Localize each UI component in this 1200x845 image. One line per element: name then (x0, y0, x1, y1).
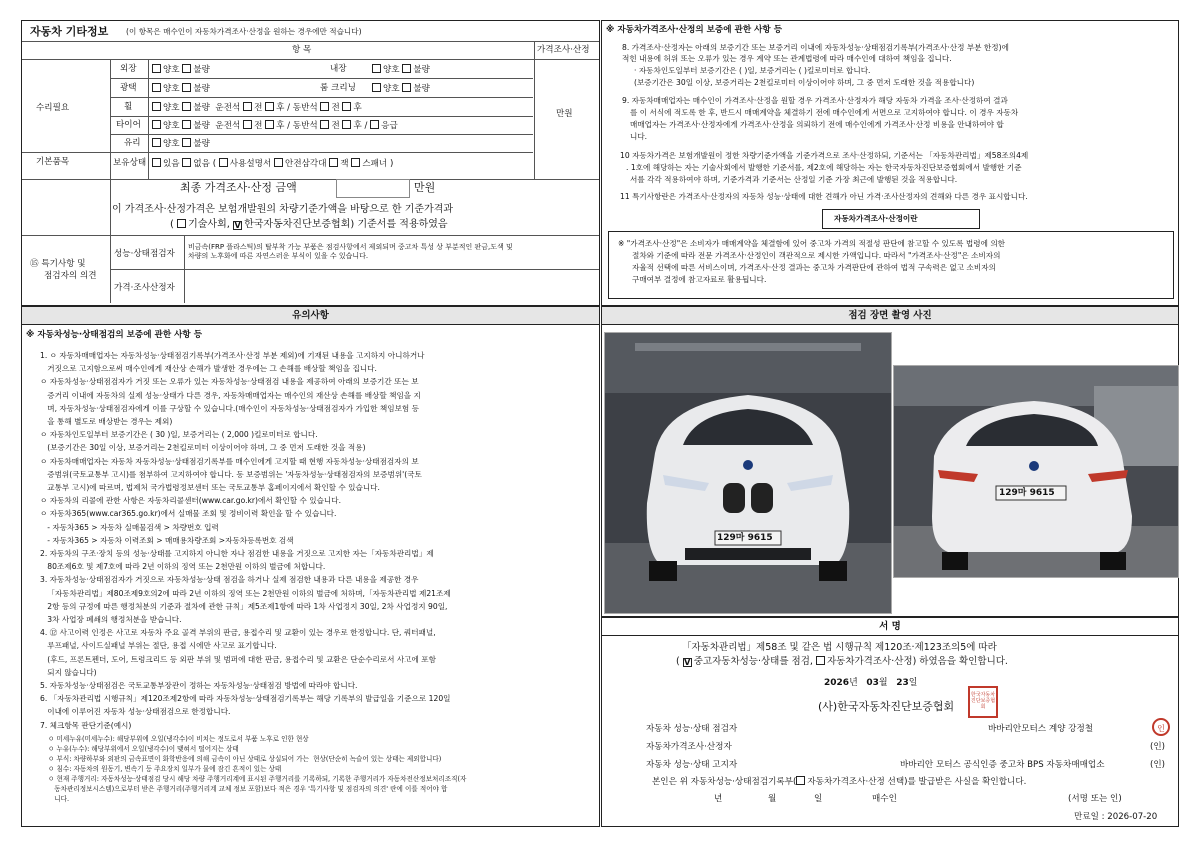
notes-panel (21, 306, 600, 827)
gloss-bad-checkbox[interactable] (182, 83, 191, 92)
notes-title: ※ 자동차성능·상태점검의 보증에 관한 사항 등 (26, 330, 203, 340)
definition-line-4: 구매여부 결정에 참고자료로 활용됩니다. (632, 275, 767, 284)
room-good-checkbox[interactable] (372, 83, 381, 92)
gloss-options: 양호 불량 (152, 83, 210, 95)
front-car-illustration (605, 333, 891, 613)
misc-subtitle: (이 항목은 매수인이 자동차가격조사·산정을 원하는 경우에만 적습니다) (126, 27, 362, 36)
rear-plate-text: 129마 9615 (999, 488, 1055, 498)
interior-options: 양호 불량 (372, 64, 430, 76)
final-price-input[interactable] (336, 179, 410, 198)
interior-good-checkbox[interactable] (372, 64, 381, 73)
org-name: (사)한국자동차진단보증협회 (818, 700, 955, 713)
row-gloss-label: 광택 (120, 83, 137, 93)
perf-note-1: 비금속(FRP 플라스틱)의 탈부착 가능 부품은 점검사항에서 제외되며 중고차 특성 상 부분적인 판금,도색 및 (188, 243, 513, 251)
rear-car-photo (893, 365, 1179, 578)
notes-line: 4. ⑫ 사고이력 인정은 사고로 자동차 주요 골격 부위의 판금, 용접수리 및 교환이 있는 경우로 한정합니다. 단, 쿼터패널, (40, 628, 436, 638)
association-stamp: 한국자동차진단보증협회 (968, 686, 998, 718)
confirm-price-checkbox[interactable] (816, 656, 825, 665)
row-glass-label: 유리 (124, 138, 141, 148)
receipt-price-checkbox[interactable] (796, 776, 805, 785)
special-label-2: 점검자의 의견 (44, 271, 97, 281)
row-interior-label: 내장 (330, 64, 347, 74)
guarantee-p10-2: . 1호에 해당하는 자는 기술사회에서 발행한 기준서를, 제2호에 해당하는 자는 한국자동차진단보증협회에서 발행한 기준 (626, 163, 1022, 172)
special-label-1: ⑮ 특기사항 및 (30, 259, 86, 269)
exterior-good-checkbox[interactable] (152, 64, 161, 73)
row-items-label: 보유상태 (113, 158, 147, 168)
tire-driver-rear-checkbox[interactable] (265, 120, 274, 129)
notes-line: 3차 사업장 폐쇄의 행정처분을 받습니다. (40, 615, 182, 624)
basis-tech-checkbox[interactable] (177, 219, 186, 228)
tire-emergency-checkbox[interactable] (370, 120, 379, 129)
guarantee-p9-1: 9. 자동차매매업자는 매수인이 가격조사·산정을 원할 경우 가격조사·산정자가 해당 자동차 가격을 조사·산정하여 결과 (622, 96, 1008, 105)
tire-bad-checkbox[interactable] (182, 120, 191, 129)
notes-small-line: 동차관리정보시스템)으로부터 받은 주행거리(주행거리계 교체 정보 포함)보다 적은 경우 '특기사항 및 점검자의 의견' 란에 이를 적어야 합 (48, 784, 448, 793)
notes-small-line: ㅇ 침수: 자동차의 원동기, 변속기 등 주요장치 일부가 물에 잠긴 흔적이 있는 상태 (48, 764, 282, 773)
price-guarantee-panel (601, 20, 1179, 306)
perf-label: 자동차 성능·상태 점검자 (646, 724, 738, 734)
misc-info-panel (21, 20, 600, 306)
notes-small-line: ㅇ 현재 주행거리: 자동차성능·상태점검 당시 해당 차량 주행거리계에 표시된 주행거리를 기록하되, 기록한 주행거리가 자동차전산정보처리조직(자 (48, 774, 467, 783)
notes-line: 3. 자동차성능·상태점검자가 거짓으로 자동차성능·상태 점검을 하거나 실제 점검한 내용과 다른 내용을 제공한 경우 (40, 575, 419, 585)
guarantee-p10-3: 서를 각각 적용하여야 하며, 기준가격과 기준서는 산정일 기준 가장 최근에 발행된 것을 적용합니다. (630, 175, 958, 184)
notes-line: 증거리 이내에 자동차의 실제 성능·상태가 다른 경우, 자동차매매업자는 매수인의 재산상 손해를 배상할 책임을 지 (40, 390, 421, 400)
notes-line: ㅇ 자동차성능·상태점검자가 거짓 또는 오류가 있는 자동차성능·상태점검 내용을 제공하여 아래의 보증기간 또는 보 (40, 377, 419, 387)
glass-good-checkbox[interactable] (152, 138, 161, 147)
spanner-checkbox[interactable] (351, 158, 360, 167)
guarantee-p10-1: 10 자동차가격은 보험개발원이 정한 차량기준가액을 기준가격으로 조사·산정하되, 기준서는 「자동차관리법」제58조의4제 (620, 151, 1029, 160)
basis-line-1: 이 가격조사·산정가격은 보험개발원의 차량기준가액을 바탕으로 한 기준가격과 (112, 204, 454, 215)
notes-line: (후드, 프론트펜더, 도어, 트렁크리드 등 외판 부위 및 범퍼에 대한 판금, 용접수리 및 교환은 단순수리로서 사고에 포함 (40, 654, 436, 664)
notes-line: 2. 자동차의 구조·장치 등의 성능·상태를 고지하지 아니한 자나 점검한 내용을 거짓으로 고지한 자는「자동차관리법」제 (40, 549, 434, 558)
notes-line: - 자동차365 > 자동차 이력조회 > 매매용차량조회 >자동차등록번호 검색 (40, 535, 294, 545)
notes-small-line: 니다. (48, 794, 70, 803)
price-in-mark: (인) (1150, 742, 1166, 752)
photos-header: 점검 장면 촬영 사진 (602, 307, 1178, 325)
perf-name: 바바리안모터스 계양 강정철 (988, 724, 1094, 734)
wheel-options: 양호 불량 운전석 전 후 / 동반석 전 후 (152, 102, 362, 114)
row-tire-label: 타이어 (116, 120, 141, 130)
front-car-photo (604, 332, 892, 614)
wheel-bad-checkbox[interactable] (182, 102, 191, 111)
tire-options: 양호 불량 운전석 전 후 / 동반석 전 후 / 응급 (152, 120, 398, 132)
notice-label: 자동차 성능·상태 고지자 (646, 760, 738, 770)
manual-checkbox[interactable] (219, 158, 228, 167)
buyer-label: 매수인 (872, 794, 897, 804)
guarantee-title: ※ 자동차가격조사·산정의 보증에 관한 사항 등 (606, 25, 783, 35)
definition-line-3: 자율적 선택에 따른 서비스이며, 가격조사·산정 결과는 중고차 가격판단에 관하여 법적 구속력은 없고 소비자의 (632, 263, 996, 272)
notes-line: 6. 「자동차관리법 시행규칙」제120조제2항에 따라 자동차성능·상태점검기록부는 해당 기록부의 발급일을 기준으로 120일 (40, 694, 451, 704)
wheel-driver-front-checkbox[interactable] (243, 102, 252, 111)
notes-line: ㅇ 자동차365(www.car365.go.kr)에서 실매물 조회 및 정비이력 확인을 할 수 있습니다. (40, 509, 337, 519)
basis-kaidia-checkbox[interactable] (233, 221, 242, 230)
notes-line: ㅇ 자동차인도일부터 보증기간은 ( 30 )일, 보증거리는 ( 2,000 )킬로미터로 합니다. (40, 430, 318, 440)
expiry-date: 만료일 : 2026-07-20 (1074, 812, 1158, 822)
notes-line: ㅇ 자동차의 리콜에 관한 사항은 자동차리콜센터(www.car.go.kr)에서 확인할 수 있습니다. (40, 496, 341, 506)
notes-line: 을 통해 별도로 배상받는 경우는 제외) (40, 417, 173, 426)
price-unit: 만원 (556, 109, 573, 119)
final-price-unit: 만원 (414, 181, 436, 194)
glass-options: 양호 불량 (152, 138, 210, 150)
buyer-day-unit: 일 (814, 794, 823, 804)
items-options: 있음 없음 ( 사용설명서 안전삼각대 잭 스패너 ) (152, 158, 393, 170)
perf-inspector-label: 성능·상태점검자 (114, 249, 175, 259)
signature-header: 서 명 (602, 618, 1178, 636)
notes-line: 이내에 이루어진 자동차 성능·상태점검으로 한정합니다. (40, 707, 231, 717)
repair-label: 수리필요 (36, 103, 70, 113)
notes-line: 거짓으로 고지함으로써 매수인에게 재산상 손해가 발생한 경우에는 그 손해를 배상할 책임을 집니다. (40, 364, 377, 374)
tire-passenger-front-checkbox[interactable] (320, 120, 329, 129)
notes-line: (보증기간은 30일 이상, 보증거리는 2천킬로미터 이상이어야 하며, 그 중 먼저 도래한 것을 적용) (40, 443, 366, 453)
row-wheel-label: 휠 (124, 102, 133, 112)
basis-line-2: ( 기술사회, V 한국자동차진단보증협회) 기준서를 적용하였음 (170, 218, 448, 231)
tire-good-checkbox[interactable] (152, 120, 161, 129)
interior-bad-checkbox[interactable] (402, 64, 411, 73)
exterior-options: 양호 불량 (152, 64, 210, 76)
items-have-checkbox[interactable] (152, 158, 161, 167)
notes-line: 「자동차관리법」제80조제9호의2에 따라 2년 이하의 징역 또는 2천만원 이하의 벌금에 처하며,「자동차관리법 제21조제 (40, 588, 451, 598)
notes-small-line: ㅇ 부식: 차량하부와 외판의 금속표면이 화학반응에 의해 금속이 아닌 상태로 상실되어 가는 현상(단순히 녹슬어 있는 상태는 제외합니다) (48, 754, 442, 763)
items-none-checkbox[interactable] (182, 158, 191, 167)
notes-line: 80조제6호 및 제7호에 따라 2년 이하의 징역 또는 2천만원 이하의 벌금에 처합니다. (40, 562, 326, 572)
guarantee-p9-3: 매매업자는 가격조사·산정자에게 가격조사·산정을 의뢰하기 전에 매수인에게 가격조사·산정 비용을 안내하여야 합 (630, 120, 1004, 129)
signature-panel (601, 617, 1179, 827)
confirm-perf-checkbox[interactable] (683, 658, 692, 667)
notes-line: 교통부 고시)에 따르며, 법제처 국가법령정보센터 또는 국토교통부 홈페이지에서 확인할 수 있습니다. (40, 483, 380, 492)
sign-date: 2026년 03월 23일 (824, 678, 918, 688)
notes-small-line: ㅇ 누유(누수): 해당부위에서 오일(냉각수)이 맺혀서 떨어지는 상태 (48, 744, 239, 753)
room-options: 양호 불량 (372, 83, 430, 95)
notes-line: 루프패널, 사이드실패널 부위는 절단, 용접 시에만 사고로 표기합니다. (40, 641, 277, 651)
wheel-good-checkbox[interactable] (152, 102, 161, 111)
tire-driver-front-checkbox[interactable] (243, 120, 252, 129)
notes-small-line: ㅇ 미세누유(미세누수): 해당부위에 오일(냉각수)이 비치는 정도로서 부품 노후로 인한 현상 (48, 734, 309, 743)
row-room-label: 룸 크리닝 (320, 83, 356, 93)
guarantee-p11: 11 특기사항란은 가격조사·산정자의 자동차 성능·상태에 대한 견해가 아닌 가격·조사산정자의 견해와 다른 경우 표시합니다. (620, 192, 1028, 201)
guarantee-p8-2: 적힌 내용에 허위 또는 오류가 있는 경우 계약 또는 관계법령에 따라 매수인에 대하여 책임을 집니다. (622, 54, 952, 63)
wheel-driver-rear-checkbox[interactable] (265, 102, 274, 111)
notes-line: 1. ㅇ 자동차매매업자는 자동차성능·상태점검기록부(가격조사·산정 부분 제외)에 기재된 내용을 고지하지 아니하거나 (40, 351, 425, 360)
sign-or-seal: (서명 또는 인) (1068, 794, 1122, 804)
buyer-month-unit: 월 (768, 794, 777, 804)
basic-label: 기본품목 (36, 157, 70, 167)
inspector-seal: 인 (1152, 718, 1170, 736)
price-label: 자동차가격조사·산정자 (646, 742, 732, 752)
tire-passenger-rear-checkbox[interactable] (342, 120, 351, 129)
photos-panel (601, 306, 1179, 617)
law-line: 「자동차관리법」제58조 및 같은 법 시행규칙 제120조·제123조의5에 따라 (682, 642, 997, 653)
guarantee-p9-4: 니다. (630, 132, 648, 141)
notes-line: - 자동차365 > 자동차 실매물검색 > 차량번호 입력 (40, 522, 219, 532)
row-exterior-label: 외장 (120, 64, 137, 74)
notes-line: 5. 자동차성능·상태점검은 국토교통부장관이 정하는 자동차성능·상태점검 방법에 따라야 합니다. (40, 681, 358, 690)
notes-line: 증범위(국토교통부 고시)를 첨부하여 고지하여야 합니다. 동 보증범위는 '자동차성능·상태점검자의 보증범위'(국토 (40, 469, 422, 479)
perf-note-2: 차량의 노후화에 따른 자연스러운 부식이 있을 수 있습니다. (188, 252, 369, 260)
jack-checkbox[interactable] (329, 158, 338, 167)
guarantee-p8-1: 8. 가격조사·산정자는 아래의 보증기간 또는 보증거리 이내에 자동차성능·상태점검기록부(가격조사·산정 부분 한정)에 (622, 43, 1009, 52)
notice-in-mark: (인) (1150, 760, 1166, 770)
col-item-header: 항 목 (292, 45, 312, 55)
notice-name: 바바리안 모터스 공식인증 중고차 BPS 자동차매매업소 (900, 760, 1105, 770)
definition-line-1: ※ "가격조사·산정"은 소비자가 매매계약을 체결함에 있어 중고차 가격의 적절성 판단에 참고할 수 있도록 법령에 의한 (618, 239, 1005, 248)
front-plate-text: 129마 9615 (717, 533, 773, 543)
exterior-bad-checkbox[interactable] (182, 64, 191, 73)
guarantee-p8-4: (보증기간은 30일 이상, 보증거리는 2천킬로미터 이상이어야 하며, 그 중 먼저 도래한 것을 적용합니다) (634, 78, 975, 87)
room-bad-checkbox[interactable] (402, 83, 411, 92)
notes-line: 7. 체크항목 판단기준(예시) (40, 720, 132, 730)
gloss-good-checkbox[interactable] (152, 83, 161, 92)
price-inspector-label: 가격·조사산정자 (114, 283, 175, 293)
notes-header: 유의사항 (22, 307, 599, 325)
misc-title: 자동차 기타정보 (30, 25, 109, 38)
rear-car-illustration (894, 366, 1178, 577)
notes-line: 며, 자동차성능·상태점검자에게 이를 구상할 수 있습니다.(매수인이 자동차성능·상태점검자가 가입한 책임보험 등 (40, 403, 420, 413)
definition-title: 자동차가격조사·산정이란 (834, 214, 918, 223)
definition-line-2: 절차와 기준에 따라 전문 가격조사·산정인이 객관적으로 제시한 가액입니다. 따라서 "가격조사·산정"은 소비자의 (632, 251, 1001, 260)
final-price-label: 최종 가격조사·산정 금액 (180, 181, 297, 194)
buyer-year-unit: 년 (714, 794, 723, 804)
notes-line: 되지 않습니다) (40, 667, 97, 677)
notes-line: 2항 등의 규정에 따른 행정처분의 기준과 절차에 관한 규칙」제5조제1항에 따라 1차 사업정지 30일, 2차 사업정지 90일, (40, 601, 448, 611)
notes-line: ㅇ 자동차매매업자는 자동차 자동차성능·상태점검기록부를 매수인에게 고지할 때 현행 자동차성능·상태점검자의 보 (40, 456, 419, 466)
guarantee-p8-3: · 자동차인도일부터 보증기간은 ( )일, 보증거리는 ( )킬로미터로 합니다. (634, 66, 871, 75)
glass-bad-checkbox[interactable] (182, 138, 191, 147)
receipt-line: 본인은 위 자동차성능·상태점검기록부( 자동차가격조사·산정 선택)를 발급받은 사실을 확인합니다. (652, 777, 1027, 787)
col-price-header: 가격조사·산정 (537, 45, 590, 55)
guarantee-p9-2: 를 이 서식에 적도록 한 후, 반드시 매매계약을 체결하기 전에 매수인에게 서면으로 고지하여야 합니다. 이 경우 자동차 (630, 108, 1019, 117)
confirm-line: ( V 중고자동차성능·상태를 점검, 자동차가격조사·산정) 하였음을 확인합니다. (676, 656, 1008, 667)
wheel-passenger-rear-checkbox[interactable] (342, 102, 351, 111)
triangle-checkbox[interactable] (274, 158, 283, 167)
wheel-passenger-front-checkbox[interactable] (320, 102, 329, 111)
